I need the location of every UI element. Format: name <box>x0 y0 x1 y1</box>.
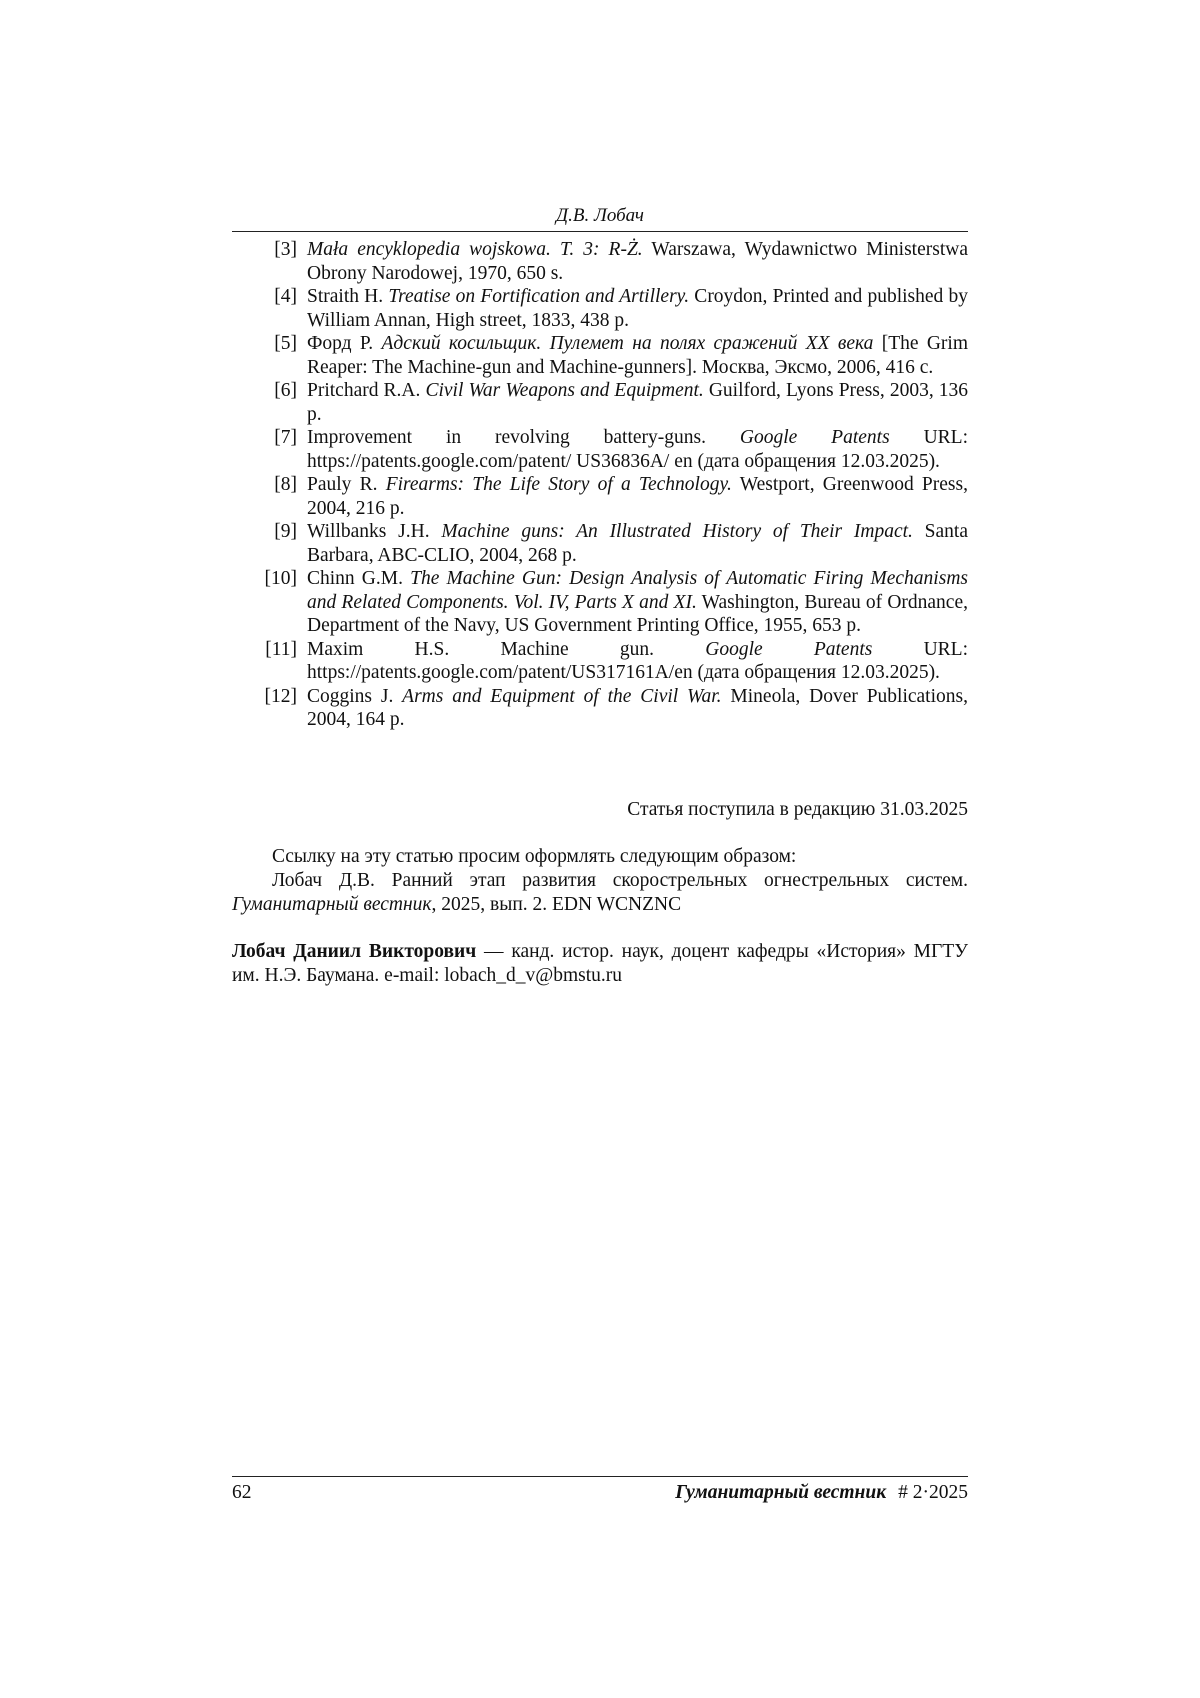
reference-author: Pritchard R.A. <box>307 380 426 401</box>
reference-number: [9] <box>274 521 297 542</box>
page-footer <box>232 1481 968 1505</box>
reference-title: Firearms: The Life Story of a Technology. <box>385 474 732 495</box>
reference-number: [12] <box>264 685 297 707</box>
reference-text <box>307 426 968 473</box>
reference-item <box>232 426 968 473</box>
reference-text <box>307 238 968 285</box>
header-rule <box>232 231 968 232</box>
reference-author: Chinn G.M. <box>307 568 411 589</box>
citation-reference: Лобач Д.В. Ранний этап развития скорострельных огнестрельных систем. <box>272 870 968 891</box>
reference-item <box>232 520 968 567</box>
author-info <box>232 940 968 988</box>
reference-number: [4] <box>274 286 297 307</box>
footer-rule <box>232 1476 968 1477</box>
reference-item <box>232 567 968 638</box>
received-date: Статья поступила в редакцию 31.03.2025 <box>627 799 968 820</box>
reference-details: Mineola, Dover Publications, 2004, 164 p. <box>307 685 968 730</box>
reference-details: URL: https://patents.google.com/patent/ US36836A/ en (дата обращения 12.03.2025). <box>307 427 968 472</box>
reference-details: Santa Barbara, ABC-CLIO, 2004, 268 p. <box>307 521 968 566</box>
reference-title: Treatise on Fortification and Artillery. <box>388 286 690 307</box>
reference-title: Mała encyklopedia wojskowa. T. 3: R-Ż. <box>307 239 643 260</box>
reference-text <box>307 332 968 379</box>
author-name: Лобач Даниил Викторович <box>232 941 477 962</box>
reference-details: URL: https://patents.google.com/patent/US317161A/en (дата обращения 12.03.2025). <box>307 638 968 683</box>
reference-details: Croydon, Printed and published by William Annan, High street, 1833, 438 p. <box>307 286 968 331</box>
reference-author: Maxim H.S. Machine gun. <box>307 638 706 660</box>
reference-details: Washington, Bureau of Ordnance, Department of the Navy, US Government Printing Office, 1955, 653 p. <box>307 591 968 636</box>
reference-text <box>307 567 968 638</box>
author-bio: — канд. истор. наук, доцент кафедры «История» МГТУ им. Н.Э. Баумана. e-mail: lobach_d_v@bmstu.ru <box>232 941 968 986</box>
footer-journal: Гуманитарный вестник <box>675 1482 887 1503</box>
citation-intro: Ссылку на эту статью просим оформлять следующим образом: <box>272 846 797 867</box>
reference-author: Improvement in revolving battery-guns. <box>307 427 740 448</box>
citation-text <box>232 869 968 917</box>
reference-text <box>307 473 968 520</box>
reference-number: [8] <box>274 474 297 495</box>
reference-title: Адский косильщик. Пулемет на полях сражений XX века <box>381 333 874 354</box>
reference-title: Civil War Weapons and Equipment. <box>425 380 704 401</box>
reference-text <box>307 520 968 567</box>
running-head: Д.В. Лобач <box>556 205 644 226</box>
reference-author: Straith H. <box>307 286 389 307</box>
citation-details: , 2025, вып. 2. EDN WCNZNC <box>431 894 682 915</box>
citation-block <box>232 845 968 917</box>
reference-details: [The Grim Reaper: The Machine-gun and Machine-gunners]. Москва, Эксмо, 2006, 416 с. <box>307 333 968 378</box>
footer-issue: # 2·2025 <box>898 1482 968 1503</box>
reference-text <box>307 379 968 426</box>
reference-title: Arms and Equipment of the Civil War. <box>402 685 722 707</box>
reference-item <box>232 379 968 426</box>
reference-number: [5] <box>274 333 297 354</box>
page-number: 62 <box>232 1482 252 1503</box>
reference-item <box>232 685 968 732</box>
reference-number: [6] <box>274 380 297 401</box>
reference-list <box>232 238 968 732</box>
reference-item <box>232 285 968 332</box>
reference-author: Форд Р. <box>307 333 382 354</box>
reference-title: Machine guns: An Illustrated History of Their Impact. <box>441 521 913 542</box>
reference-number: [3] <box>274 239 297 260</box>
reference-item <box>232 332 968 379</box>
reference-number: [7] <box>274 427 297 448</box>
reference-author: Pauly R. <box>307 474 386 495</box>
reference-text <box>307 638 968 685</box>
reference-text <box>307 685 968 732</box>
reference-author: Coggins J. <box>307 685 403 707</box>
reference-title: Google Patents <box>739 427 890 448</box>
reference-item <box>232 238 968 285</box>
reference-author: Willbanks J.H. <box>307 521 442 542</box>
reference-details: Warszawa, Wydawnictwo Ministerstwa Obrony Narodowej, 1970, 650 s. <box>307 239 968 284</box>
reference-number: [10] <box>264 568 297 589</box>
reference-title: Google Patents <box>705 638 873 660</box>
reference-title: The Machine Gun: Design Analysis of Automatic Firing Mechanisms and Related Components. Vol. IV, Parts X and XI. <box>307 568 968 613</box>
reference-item <box>232 473 968 520</box>
citation-journal: Гуманитарный вестник <box>232 894 432 915</box>
reference-item <box>232 638 968 685</box>
reference-details: Westport, Greenwood Press, 2004, 216 p. <box>307 474 968 519</box>
reference-number: [11] <box>265 638 297 660</box>
reference-text <box>307 285 968 332</box>
footer-journal-block <box>675 1481 968 1505</box>
reference-details: Guilford, Lyons Press, 2003, 136 p. <box>307 380 969 425</box>
